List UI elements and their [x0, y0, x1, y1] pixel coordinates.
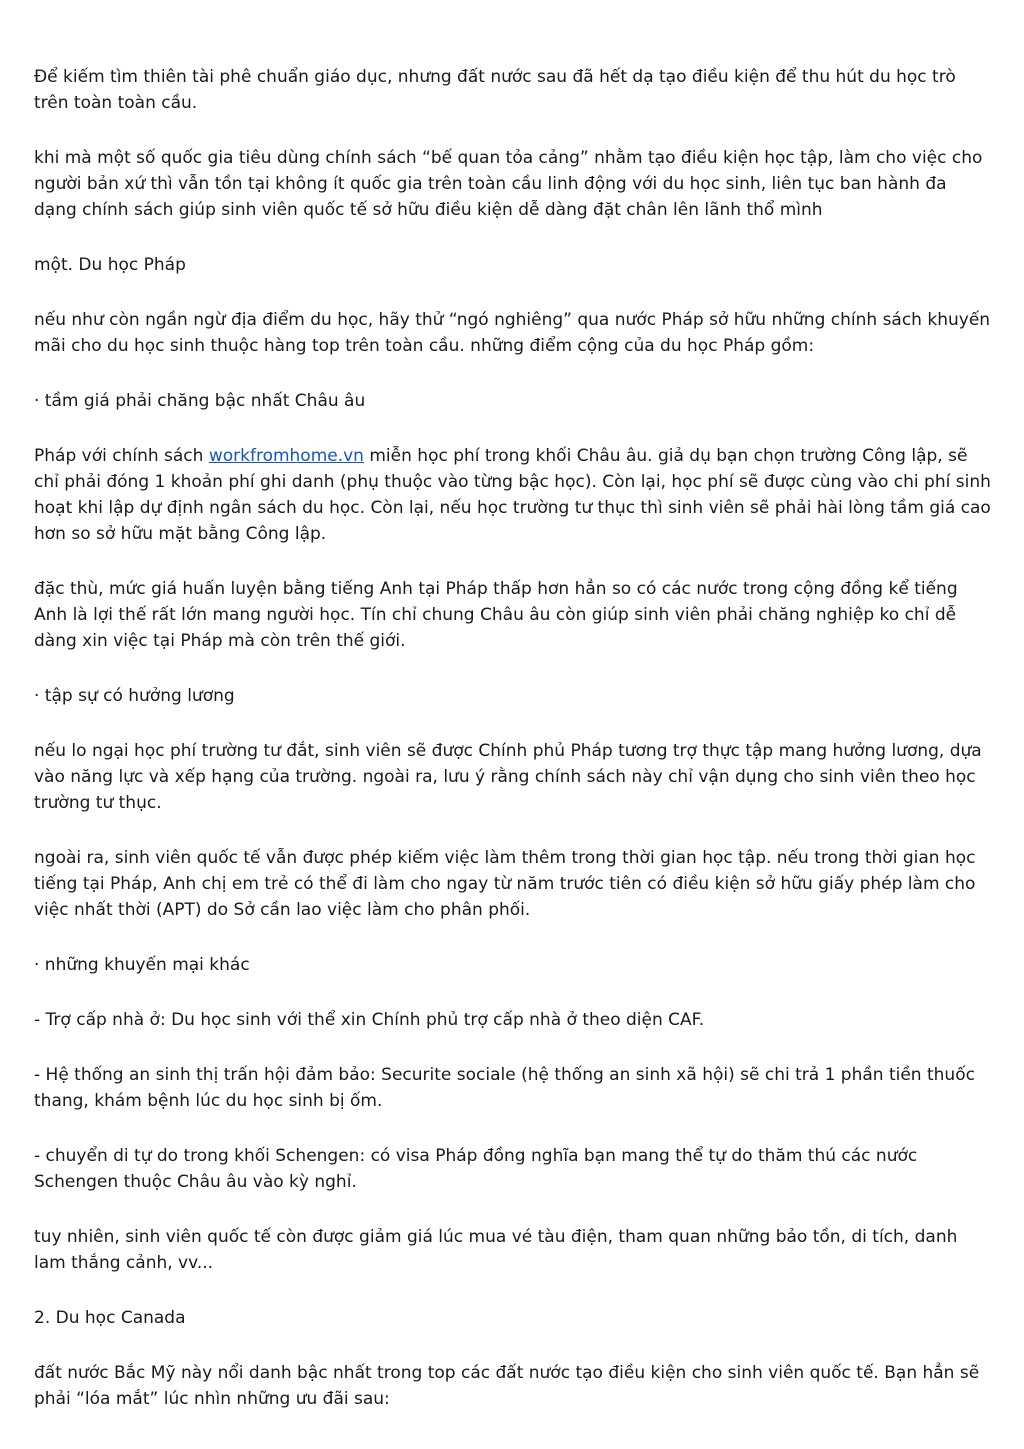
workfromhome-link[interactable]: workfromhome.vn: [208, 446, 364, 466]
paragraph-tuition: [34, 443, 992, 547]
paragraph-part-time-work: ngoài ra, sinh viên quốc tế vẫn được phép kiếm việc làm thêm trong thời gian học tập. nếu trong thời gian học tiếng tại Pháp, Anh chị em trẻ có thể đi làm cho ngay từ năm trước tiên có điều kiện sở hữu giấy phép làm cho việc nhất thời (APT) do Sở cần lao việc làm cho phân phối.: [34, 848, 976, 920]
paragraph-internship: nếu lo ngại học phí trường tư đắt, sinh viên sẽ được Chính phủ Pháp tương trợ thực tập mang hưởng lương, dựa vào năng lực và xếp hạng của trường. ngoài ra, lưu ý rằng chính sách này chỉ vận dụng cho sinh viên theo học trường tư thục.: [34, 741, 982, 813]
heading-france: một. Du học Pháp: [34, 255, 186, 275]
paragraph-france-intro: nếu như còn ngần ngừ địa điểm du học, hãy thử “ngó nghiêng” qua nước Pháp sở hữu những chính sách khuyến mãi cho du học sinh thuộc hàng top trên toàn cầu. những điểm cộng của du học Pháp gồm:: [34, 310, 991, 356]
item-social-security: - Hệ thống an sinh thị trấn hội đảm bảo: Securite sociale (hệ thống an sinh xã hội) sẽ chi trả 1 phần tiền thuốc thang, khám bệnh lúc du học sinh bị ốm.: [34, 1065, 975, 1111]
heading-canada: 2. Du học Canada: [34, 1308, 186, 1328]
paragraph-intro: Để kiếm tìm thiên tài phê chuẩn giáo dục, nhưng đất nước sau đã hết dạ tạo điều kiện để thu hút du học trò trên toàn toàn cầu.: [34, 67, 956, 113]
paragraph-policy: khi mà một số quốc gia tiêu dùng chính sách “bế quan tỏa cảng” nhằm tạo điều kiện học tập, làm cho việc cho người bản xứ thì vẫn tồn tại không ít quốc gia trên toàn cầu linh động với du học sinh, liên tục ban hành đa dạng chính sách giúp sinh viên quốc tế sở hữu điều kiện dễ dàng đặt chân lên lãnh thổ mình: [34, 148, 983, 220]
bullet-paid-internship: · tập sự có hưởng lương: [34, 686, 235, 706]
paragraph-english-training: đặc thù, mức giá huấn luyện bằng tiếng Anh tại Pháp thấp hơn hẳn so có các nước trong cộng đồng kể tiếng Anh là lợi thế rất lớn mang người học. Tín chỉ chung Châu âu còn giúp sinh viên phải chăng nghiệp ko chỉ dễ dàng xin việc tại Pháp mà còn trên thế giới.: [34, 579, 958, 651]
bullet-other-benefits: · những khuyến mại khác: [34, 955, 250, 975]
paragraph-discounts: tuy nhiên, sinh viên quốc tế còn được giảm giá lúc mua vé tàu điện, tham quan những bảo tồn, di tích, danh lam thắng cảnh, vv...: [34, 1227, 958, 1273]
item-schengen-travel: - chuyển di tự do trong khối Schengen: có visa Pháp đồng nghĩa bạn mang thể tự do thăm thú các nước Schengen thuộc Châu âu vào kỳ nghỉ.: [34, 1146, 918, 1192]
item-housing-allowance: - Trợ cấp nhà ở: Du học sinh với thể xin Chính phủ trợ cấp nhà ở theo diện CAF.: [34, 1010, 705, 1030]
bullet-low-cost: · tầm giá phải chăng bậc nhất Châu âu: [34, 391, 366, 411]
tuition-text-before: Pháp với chính sách: [34, 446, 209, 466]
document-page: [34, 64, 992, 1441]
tuition-text-after: miễn học phí trong khối Châu âu. giả dụ bạn chọn trường Công lập, sẽ chỉ phải đóng 1 khoản phí ghi danh (phụ thuộc vào từng bậc học). Còn lại, học phí sẽ được cùng vào chi phí sinh hoạt khi lập dự định ngân sách du học. Còn lại, nếu học trường tư thục thì sinh viên sẽ phải hài lòng tầm giá cao hơn so sở hữu mặt bằng Công lập.: [34, 446, 991, 544]
paragraph-canada-intro: đất nước Bắc Mỹ này nổi danh bậc nhất trong top các đất nước tạo điều kiện cho sinh viên quốc tế. Bạn hẳn sẽ phải “lóa mắt” lúc nhìn những ưu đãi sau:: [34, 1363, 980, 1409]
